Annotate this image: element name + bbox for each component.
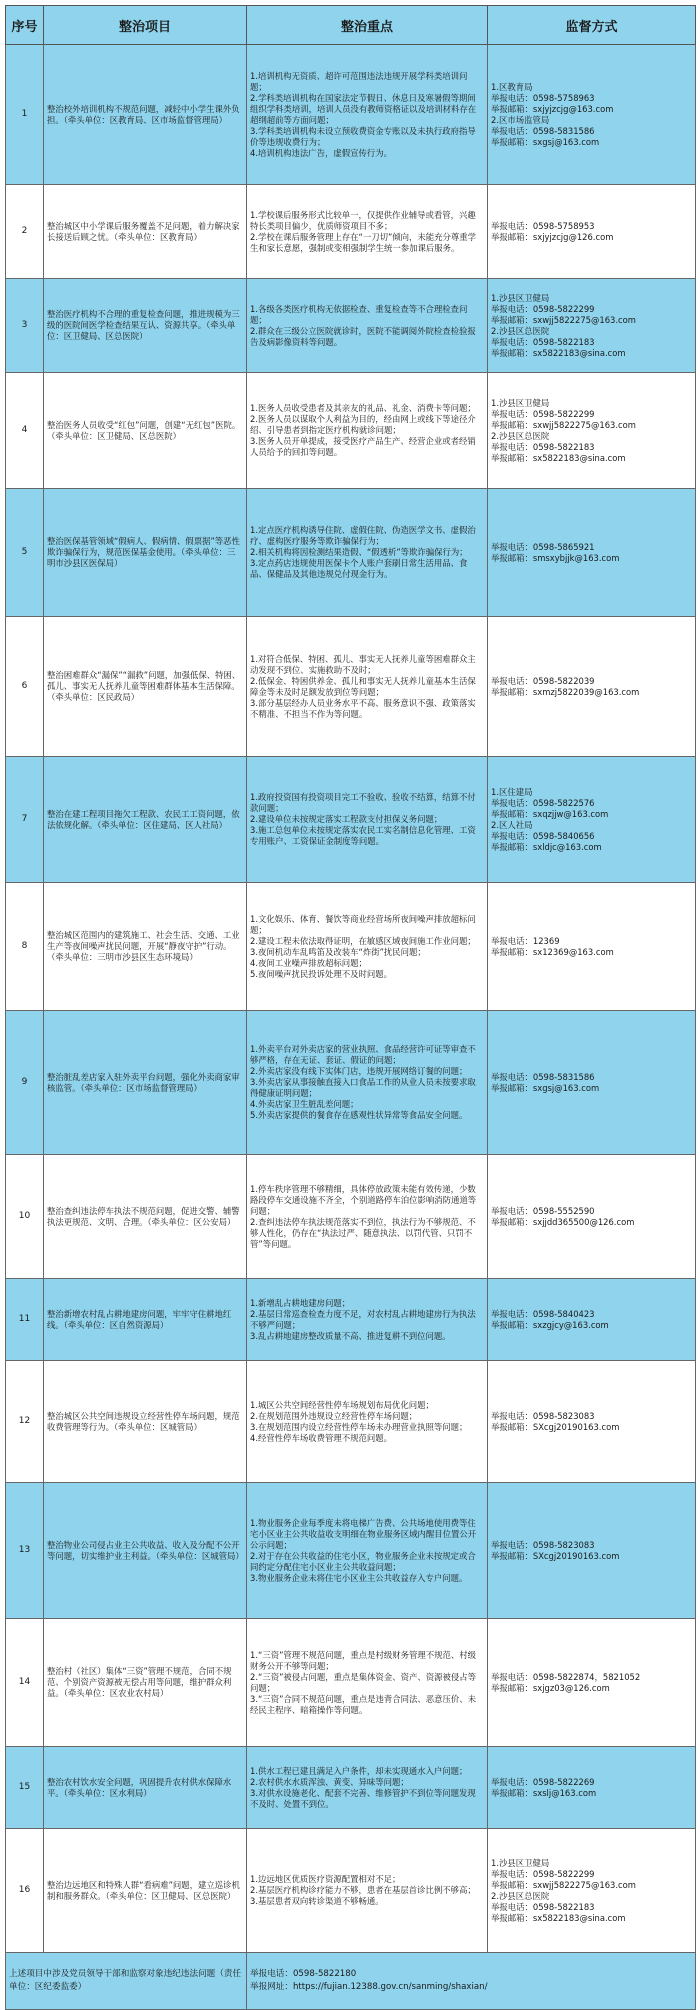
focus-item: 1.停车秩序管理不够精细，具体停放政策未能有效传递，少数路段停车交通设施不齐全，个别道路停车泊位影响消防通道等问题； [250,1183,477,1216]
project-cell: 整治农村饮水安全问题，巩固提升农村供水保障水平。（牵头单位：区水利局） [44,1747,247,1829]
table-row [6,489,696,617]
focus-cell [247,1361,488,1483]
focus-item: 2.对于存在公共收益的住宅小区，物业服务企业未按规定或合同约定分配住宅小区业主公共收益问题； [250,1550,476,1572]
focus-cell [247,1011,488,1155]
focus-cell [247,1829,488,1953]
supervise-cell [488,757,696,883]
focus-item: 1.对符合低保、特困、孤儿、事实无人抚养儿童等困难群众主动发现不到位、实施救助不及时； [250,653,476,675]
focus-item: 1.边远地区优质医疗资源配置相对不足； [250,1874,401,1884]
supervise-line: 举报电话：0598-5840423 [491,1308,595,1319]
supervise-line: 举报邮箱：sxjgz03@126.com [491,1682,610,1693]
focus-item: 3.夜间机动车乱鸣笛及改装车“炸街”扰民问题； [250,946,426,957]
supervise-line: 2.区人社局 [491,819,533,830]
supervise-line: 举报电话：0598-5758963 [491,92,595,103]
focus-item: 2.在规划范围外违规设立经营性停车场问题； [250,1410,418,1421]
focus-item: 2.学科类培训机构在国家法定节假日、休息日及寒暑假等期间组织学科类培训，培训人员没有教师资格证以及培训材料存在超纲超前等方面问题； [250,92,477,125]
focus-item: 3.基层患者双向转诊渠道不够畅通。 [250,1896,384,1906]
supervise-line: 举报电话：0598-5822183 [491,441,595,452]
project-cell: 整治查纠违法停车执法不规范问题，促进交警、辅警执法更规范、文明、合理。（牵头单位：区公安局） [44,1155,247,1279]
supervise-line: 举报邮箱：sxldjc@163.com [491,841,602,852]
focus-item: 2.外卖店家没有线下实体门店，违规开展网络订餐的问题； [250,1066,468,1076]
focus-item: 3.物业服务企业未将住宅小区业主公共收益存入专户问题。 [250,1572,468,1583]
focus-cell [247,45,488,185]
focus-item: 3.定点药店违规使用医保卡个人账户套刷日常生活用品、食品、保健品及其他违规兑付现金行为。 [250,558,468,579]
supervise-cell [488,617,696,757]
row-number: 15 [6,1747,44,1829]
table-row [6,373,696,489]
footer-website: 举报网址：https://fujian.12388.gov.cn/sanming/shaxian/ [250,1982,488,1992]
focus-item: 2.医务人员以谋取个人利益为目的，经由网上或线下等途径介绍、引导患者到指定医疗机构就诊问题； [250,414,476,435]
row-number: 5 [6,489,44,617]
supervise-line: 举报电话：0598-5831586 [491,1071,595,1082]
supervise-line: 举报电话：0598-5823083 [491,1539,595,1550]
supervise-line: 举报电话：0598-5822269 [491,1776,595,1787]
supervise-line: 举报邮箱：sx5822183@sina.com [491,452,626,463]
supervise-line: 举报邮箱：smsxybjjk@163.com [491,552,620,563]
supervise-line: 2.沙县区总医院 [491,325,550,336]
supervise-cell [488,1829,696,1953]
supervise-line: 举报电话：0598-5840656 [491,830,595,841]
focus-cell [247,1619,488,1747]
row-number: 6 [6,617,44,757]
supervise-cell [488,1011,696,1155]
focus-item: 1.定点医疗机构诱导住院、虚假住院、伪造医学文书、虚假治疗、虚构医疗服务等欺诈骗保行为； [250,525,476,546]
supervise-line: 1.沙县区卫健局 [491,292,550,303]
supervise-line: 举报邮箱：SXcgj20190163.com [491,1550,620,1561]
focus-item: 3.学科类培训机构未设立预收费资金专账以及未执行政府指导价等违规收费行为； [250,125,476,147]
supervise-cell [488,1155,696,1279]
project-cell: 整治城区范围内的建筑施工、社会生活、交通、工业生产等夜间噪声扰民问题，开展“静夜守护”行动。（牵头单位：三明市沙县区生态环境局） [44,883,247,1011]
focus-item: 2.建设工程未依法取得证明，在敏感区域夜间施工作业问题； [250,935,476,946]
project-cell: 整治在建工程项目拖欠工程款、农民工工资问题，依法依规化解。（牵头单位：区住建局、区人社局） [44,757,247,883]
row-number: 2 [6,185,44,279]
supervise-line: 举报电话：0598-5822299 [491,303,595,314]
focus-item: 1.城区公共空间经营性停车场规划布局优化问题； [250,1399,434,1410]
focus-item: 2.相关机构将因检测结果造假、“假透析”等欺诈骗保行为； [250,547,468,557]
focus-item: 4.培训机构违法广告，虚假宣传行为。 [250,147,392,158]
focus-cell [247,1747,488,1829]
supervise-line: 举报电话：0598-5823083 [491,1410,595,1421]
focus-cell [247,883,488,1011]
header-focus: 整治重点 [247,6,488,45]
supervise-line: 举报电话：0598-5758953 [491,220,595,231]
focus-item: 3.对供水设施老化、配套不完善、维修管护不到位等问题发现不及时、处置不到位。 [250,1787,476,1809]
row-number: 12 [6,1361,44,1483]
focus-item: 3.部分基层经办人员业务水平不高、服务意识不强、政策落实不精准、不担当不作为等问题。 [250,697,476,719]
table-row [6,757,696,883]
table-row [6,185,696,279]
supervise-line: 举报电话：0598-5822039 [491,675,595,686]
focus-item: 2.查纠违法停车执法规范落实不到位，执法行为不够规范、不够人性化，仍存在“执法过严、随意执法、以罚代管、只罚不管”等问题。 [250,1216,476,1249]
table-row [6,1619,696,1747]
focus-item: 1.医务人员收受患者及其亲友的礼品、礼金、消费卡等问题； [250,403,476,413]
focus-cell [247,1155,488,1279]
focus-item: 1.文化娱乐、体育、餐饮等商业经营场所夜间噪声排放超标问题； [250,913,476,935]
focus-cell [247,1279,488,1361]
focus-cell [247,617,488,757]
supervise-cell [488,1483,696,1619]
supervise-line: 举报邮箱：sxmzj5822039@163.com [491,686,640,697]
supervise-line: 举报电话：0598-5822576 [491,797,595,808]
supervise-line: 举报电话：0598-5831586 [491,125,595,136]
supervise-line: 举报电话：0598-5822874，5821052 [491,1671,641,1682]
focus-item: 1.物业服务企业每季度未将电梯广告费、公共场地使用费等住宅小区业主公共收益收支明细在物业服务区域内醒目位置公开公示问题； [250,1517,477,1550]
table-row [6,1829,696,1953]
footer-left: 上述项目中涉及党员领导干部和监察对象违纪违法问题（责任单位：区纪委监委） [6,1953,247,2010]
focus-item: 2.基层医疗机构诊疗能力不够，患者在基层首诊比例不够高； [250,1885,476,1895]
project-cell: 整治边远地区和特殊人群“看病难”问题，建立巡诊机制和服务群众。（牵头单位：区卫健局、区总医院） [44,1829,247,1953]
focus-cell [247,1483,488,1619]
table-row [6,1483,696,1619]
supervise-line: 举报电话：12369 [491,935,560,946]
supervise-cell [488,45,696,185]
supervise-line: 举报邮箱：sx12369@163.com [491,946,614,957]
focus-item: 2.低保金、特困供养金、孤儿和事实无人抚养儿童基本生活保障金等未及时足额发放到位等问题； [250,675,476,697]
table-row [6,1279,696,1361]
row-number: 14 [6,1619,44,1747]
focus-item: 4.外卖店家卫生脏乱差问题； [250,1099,359,1109]
row-number: 9 [6,1011,44,1155]
focus-cell [247,489,488,617]
supervise-line: 举报邮箱：sxgsj@163.com [491,136,600,147]
supervise-line: 举报邮箱：sxqzjjw@163.com [491,808,609,819]
supervise-line: 举报电话：0598-5552590 [491,1205,595,1216]
focus-item: 1.供水工程已建且满足入户条件，却未实现通水入户问题； [250,1765,468,1776]
supervise-line: 举报电话：0598-5822183 [491,1901,595,1912]
table-row [6,1011,696,1155]
supervise-line: 举报电话：0598-5822183 [491,336,595,347]
supervise-line: 举报邮箱：sxslj@163.com [491,1787,597,1798]
focus-item: 3.施工总包单位未按规定落实农民工实名制信息化管理、工资专用账户、工资保证金制度等问题。 [250,825,476,846]
supervise-line: 1.沙县区卫健局 [491,397,550,408]
focus-item: 2.基层日常巡查检查力度不足，对农村乱占耕地建房行为执法不够严问题； [250,1308,476,1330]
supervise-line: 1.区住建局 [491,786,533,797]
focus-item: 1.政府投资国有投资项目完工不验收、验收不结算，结算不付款问题； [250,792,476,813]
table-row [6,45,696,185]
header-supervise: 监督方式 [488,6,696,45]
project-cell: 整治困难群众“漏保”“漏救”问题，加强低保、特困、孤儿、事实无人抚养儿童等困难群体基本生活保障。（牵头单位：区民政局） [44,617,247,757]
table-row [6,1747,696,1829]
focus-item: 1.学校课后服务形式比较单一，仅提供作业辅导或看管，兴趣特长类项目偏少，优质师资项目不多； [250,209,476,231]
supervise-line: 举报邮箱：sxjyjzcjg@163.com [491,103,614,114]
supervise-line: 1.区教育局 [491,81,533,92]
focus-item: 1.各级各类医疗机构无依据检查、重复检查等不合理检查问题； [250,303,468,325]
supervise-line: 2.区市场监管局 [491,114,550,125]
supervise-line: 举报邮箱：SXcgj20190163.com [491,1421,620,1432]
table-body [6,45,696,1953]
row-number: 13 [6,1483,44,1619]
supervise-line: 举报邮箱：sxgsj@163.com [491,1082,600,1093]
table-row [6,1361,696,1483]
supervise-cell [488,883,696,1011]
supervise-line: 举报电话：0598-5865921 [491,541,595,552]
focus-item: 3.在规划范围内设立经营性停车场未办理营业执照等问题； [250,1421,468,1432]
supervise-cell [488,1361,696,1483]
header-row [6,6,696,45]
project-cell: 整治物业公司侵占业主公共收益、收入及分配不公开等问题，切实维护业主利益。（牵头单位：区城管局） [44,1483,247,1619]
supervise-cell [488,1747,696,1829]
focus-item: 3.“三资”合同不规范问题，重点是违背合同法、恶意压价、未经民主程序、暗箱操作等问题。 [250,1693,477,1715]
project-cell: 整治新增农村乱占耕地建房问题，牢牢守住耕地红线。（牵头单位：区自然资源局） [44,1279,247,1361]
project-cell: 整治脏乱差店家入驻外卖平台问题，强化外卖商家审核监管。（牵头单位：区市场监督管理局） [44,1011,247,1155]
focus-item: 1.培训机构无资质、超许可范围违法违规开展学科类培训问题； [250,70,468,92]
footer-row [6,1953,696,2010]
focus-item: 2.农村供水水质浑浊、黄变、异味等问题； [250,1776,409,1787]
supervise-cell [488,489,696,617]
focus-cell [247,757,488,883]
focus-item: 2.“三资”被侵占问题，重点是集体资金、资产、资源被侵占等问题； [250,1671,477,1693]
supervise-line: 举报邮箱：sxwjj5822275@163.com [491,314,636,325]
row-number: 1 [6,45,44,185]
focus-cell [247,373,488,489]
supervise-line: 举报邮箱：sx5822183@sina.com [491,1912,626,1923]
focus-item: 3.乱占耕地建房整改质量不高、推进复耕不到位问题。 [250,1330,451,1341]
project-cell: 整治医保基管领域“假病人、假病情、假票据”等恶性欺诈骗保行为，规范医保基金使用。（牵头单位：三明市沙县区医保局） [44,489,247,617]
supervise-cell [488,1619,696,1747]
project-cell: 整治城区中小学课后服务覆盖不足问题，着力解决家长接送后顾之忧。（牵头单位：区教育局） [44,185,247,279]
project-cell: 整治城区公共空间违规设立经营性停车场问题，规范收费管理等行为。（牵头单位：区城管局） [44,1361,247,1483]
project-cell: 整治校外培训机构不规范问题，减轻中小学生课外负担。（牵头单位：区教育局、区市场监督管理局） [44,45,247,185]
supervise-line: 举报邮箱：sxwjj5822275@163.com [491,1879,636,1890]
project-cell: 整治医疗机构不合理的重复检查问题，推进规模为三级的医院间医学检查结果互认、资源共享。（牵头单位：区卫健局、区总医院） [44,279,247,373]
footer-right [247,1953,696,2010]
focus-item: 3.外卖店家从事接触直接入口食品工作的从业人员未按要求取得健康证明问题； [250,1077,476,1098]
row-number: 7 [6,757,44,883]
supervise-cell [488,373,696,489]
focus-item: 4.夜间工业噪声排放超标问题； [250,957,367,968]
supervise-line: 举报电话：0598-5822299 [491,408,595,419]
supervise-cell [488,185,696,279]
supervise-cell [488,279,696,373]
supervise-line: 举报电话：0598-5822299 [491,1868,595,1879]
table-row [6,279,696,373]
focus-item: 5.夜间噪声扰民投诉处理不及时问题。 [250,968,392,979]
focus-item: 3.医务人员开单提成，接受医疗产品生产、经营企业或者经销人员给予的回扣等问题。 [250,436,476,457]
focus-item: 5.外卖店家提供的餐食存在感观性状异常等食品安全问题。 [250,1110,468,1120]
focus-item: 4.经营性停车场收费管理不规范问题。 [250,1432,392,1443]
supervise-line: 举报邮箱：sxjjdd365500@126.com [491,1216,635,1227]
project-cell: 整治医务人员收受“红包”问题，创建“无红包”医院。（牵头单位：区卫健局、区总医院） [44,373,247,489]
table-row [6,617,696,757]
supervise-line: 2.沙县区总医院 [491,1890,550,1901]
focus-item: 1.外卖平台对外卖店家的营业执照、食品经营许可证等审查不够严格，存在无证、套证、假证的问题； [250,1044,476,1065]
table-row [6,883,696,1011]
supervise-cell [488,1279,696,1361]
row-number: 10 [6,1155,44,1279]
row-number: 3 [6,279,44,373]
supervise-line: 举报邮箱：sx5822183@sina.com [491,347,626,358]
supervise-line: 举报邮箱：sxjyjzcjg@126.com [491,231,614,242]
table-row [6,1155,696,1279]
supervise-line: 举报邮箱：sxzgjcy@163.com [491,1319,609,1330]
row-number: 4 [6,373,44,489]
project-cell: 整治村（社区）集体“三资”管理不规范，合同不规范、个别资产资源被无偿占用等问题，维护群众利益。（牵头单位：区农业农村局） [44,1619,247,1747]
header-project: 整治项目 [44,6,247,45]
rectification-table [5,5,696,2010]
focus-item: 1.新增乱占耕地建房问题； [250,1297,351,1308]
row-number: 16 [6,1829,44,1953]
focus-cell [247,279,488,373]
row-number: 11 [6,1279,44,1361]
focus-item: 2.群众在三级公立医院就诊时，医院不能调阅外院检查检验报告及病影像资料等问题。 [250,325,476,347]
focus-cell [247,185,488,279]
focus-item: 1.“三资”管理不规范问题，重点是村级财务管理不规范、村级财务公开不够等问题； [250,1649,477,1671]
footer-phone: 举报电话：0598-5822180 [250,1969,357,1979]
supervise-line: 1.沙县区卫健局 [491,1857,550,1868]
header-no: 序号 [6,6,44,45]
focus-item: 2.学校在课后服务管理上存在“一刀切”倾向，未能充分尊重学生和家长意愿，强制或变相强制学生统一参加课后服务。 [250,231,477,253]
focus-item: 2.建设单位未按规定落实工程款支付担保义务问题； [250,814,443,824]
supervise-line: 2.沙县区总医院 [491,430,550,441]
row-number: 8 [6,883,44,1011]
supervise-line: 举报邮箱：sxwjj5822275@163.com [491,419,636,430]
